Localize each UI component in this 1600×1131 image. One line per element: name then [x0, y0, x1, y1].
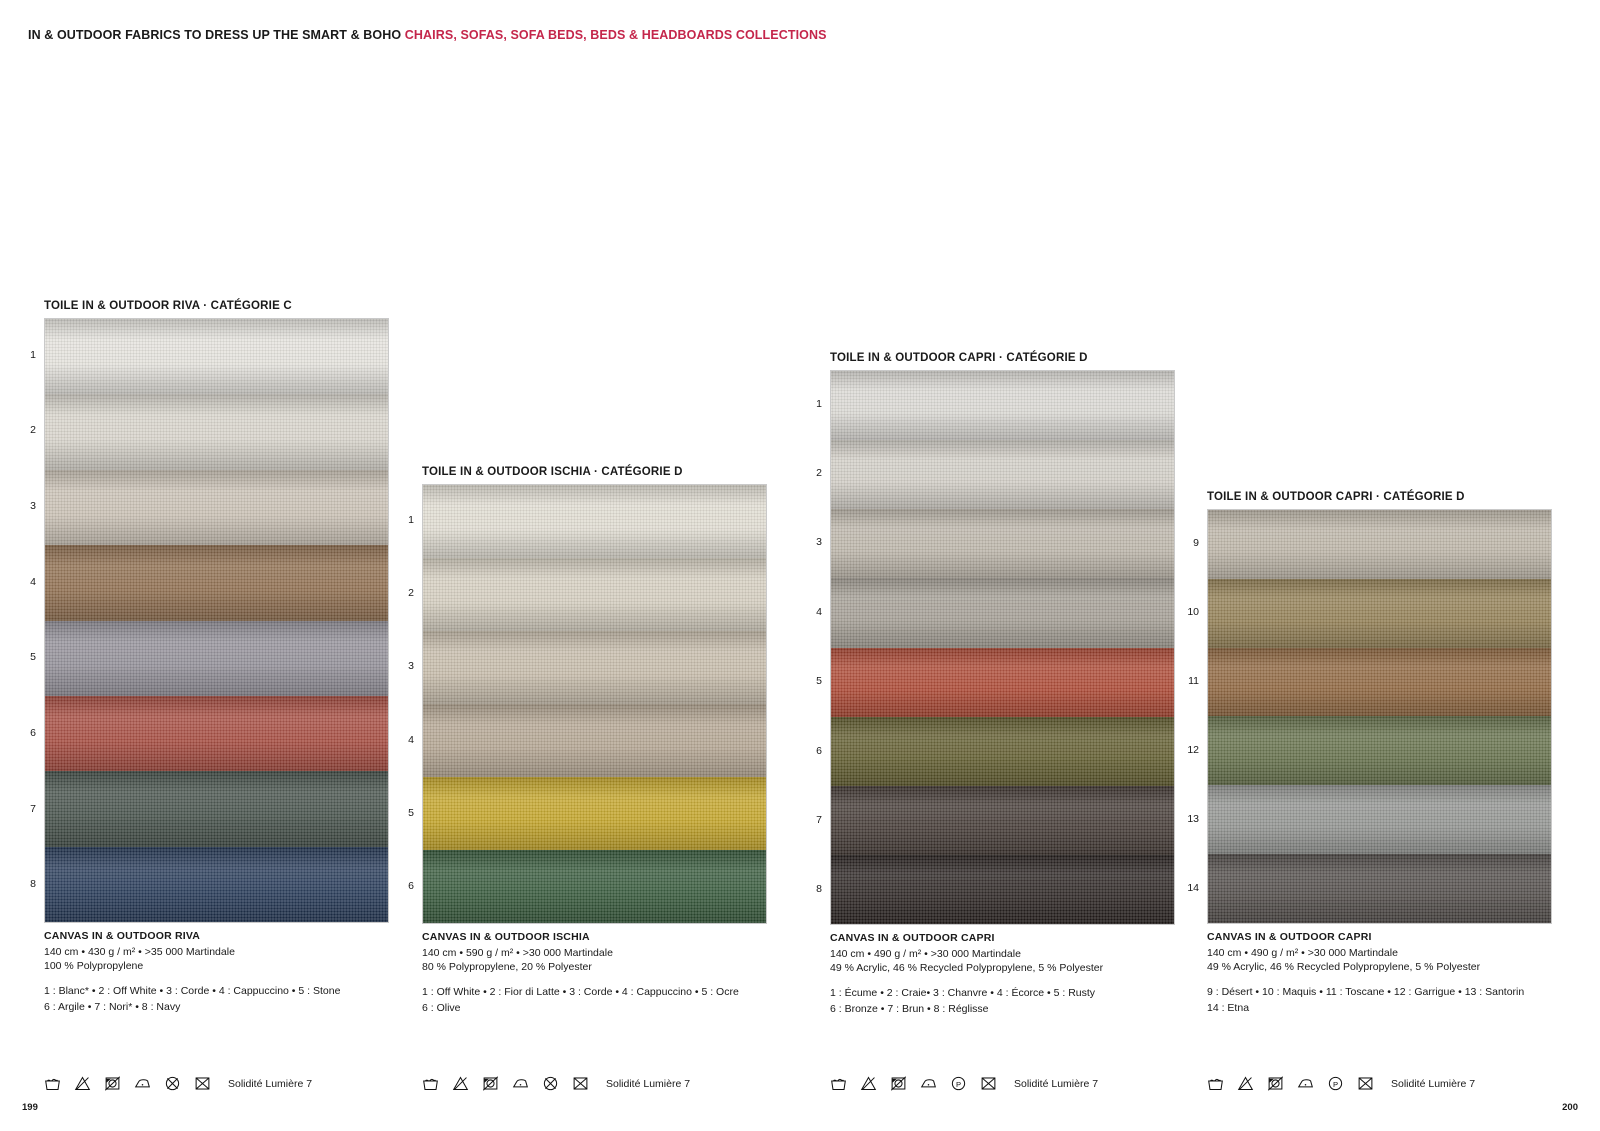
fabric-specs [422, 931, 767, 1016]
swatch-stack [830, 370, 1175, 925]
no-tumble-dry-icon [104, 1075, 121, 1092]
swatch-shading [45, 771, 388, 846]
swatch-shading [45, 545, 388, 620]
professional-clean-icon [572, 1075, 589, 1092]
swatch-number: 7 [816, 813, 822, 826]
swatch-band [45, 771, 388, 846]
swatch-shading [45, 621, 388, 696]
care-label: Solidité Lumière 7 [1014, 1077, 1099, 1090]
svg-text:P: P [955, 1079, 962, 1089]
care-instructions [830, 1075, 1098, 1092]
swatch-band [831, 786, 1174, 855]
fabric-panel-capri-b [1187, 491, 1552, 1090]
fabric-name: CANVAS IN & OUTDOOR CAPRI [1207, 931, 1372, 943]
panel-title: TOILE IN & OUTDOOR RIVA · CATÉGORIE C [44, 300, 292, 312]
swatch-number: 1 [30, 348, 36, 361]
swatch-number: 8 [30, 878, 36, 891]
swatch-image-riva [30, 318, 389, 923]
swatch-number: 4 [816, 605, 822, 618]
fabric-colors-line-1: 1 : Écume • 2 : Craie• 3 : Chanvre • 4 : Écorce • 5 : Rusty [830, 987, 1096, 1000]
no-tumble-dry-icon [1267, 1075, 1284, 1092]
fabric-colors-line-1: 1 : Off White • 2 : Fior di Latte • 3 : Corde • 4 : Cappuccino • 5 : Ocre [422, 986, 739, 999]
swatch-shading [831, 717, 1174, 786]
care-instructions [422, 1075, 690, 1092]
swatch-band [45, 319, 388, 394]
swatch-shading [831, 440, 1174, 509]
fabric-colors-line-1: 9 : Désert • 10 : Maquis • 11 : Toscane • 12 : Garrigue • 13 : Santorin [1207, 986, 1525, 999]
care-label: Solidité Lumière 7 [228, 1077, 313, 1090]
swatch-image-capri-a [816, 370, 1175, 925]
swatch-shading [45, 319, 388, 394]
hand-wash-icon [830, 1075, 847, 1092]
swatch-number: 5 [816, 675, 822, 688]
swatch-number: 6 [30, 726, 36, 739]
swatch-number: 6 [408, 880, 414, 893]
swatch-band [1208, 854, 1551, 923]
swatch-band [45, 847, 388, 922]
fabric-spec-dimensions: 140 cm • 430 g / m² • >35 000 Martindale [44, 946, 235, 958]
swatch-number: 4 [30, 575, 36, 588]
swatch-shading [423, 850, 766, 923]
swatch-band [45, 470, 388, 545]
swatch-number: 13 [1187, 813, 1199, 826]
fabric-name: CANVAS IN & OUTDOOR CAPRI [830, 932, 995, 944]
swatch-band [45, 545, 388, 620]
swatch-shading [45, 696, 388, 771]
swatch-number: 3 [408, 660, 414, 673]
swatch-band [831, 440, 1174, 509]
swatch-band [423, 704, 766, 777]
fabric-panel-ischia [408, 466, 767, 1090]
swatch-band [45, 394, 388, 469]
panel-title: TOILE IN & OUTDOOR CAPRI · CATÉGORIE D [830, 352, 1088, 364]
swatch-band [831, 855, 1174, 924]
header-text-plain: IN & OUTDOOR FABRICS TO DRESS UP THE SMART & BOHO [28, 28, 405, 42]
swatch-shading [831, 578, 1174, 647]
swatch-shading [1208, 648, 1551, 717]
professional-clean-icon [980, 1075, 997, 1092]
swatch-band [1208, 785, 1551, 854]
swatch-shading [423, 485, 766, 558]
care-label: Solidité Lumière 7 [606, 1077, 691, 1090]
no-bleach-icon [1237, 1075, 1254, 1092]
fabric-colors-line-2: 6 : Bronze • 7 : Brun • 8 : Réglisse [830, 1002, 989, 1015]
swatch-shading [1208, 579, 1551, 648]
swatch-shading [423, 704, 766, 777]
swatch-shading [1208, 716, 1551, 785]
swatch-number: 5 [30, 651, 36, 664]
swatch-band [45, 621, 388, 696]
page-number-right: 200 [1562, 1102, 1578, 1113]
care-instructions [1207, 1075, 1475, 1092]
dry-clean-p-icon [1327, 1075, 1344, 1092]
swatch-band [423, 631, 766, 704]
fabric-spec-composition: 80 % Polypropylene, 20 % Polyester [422, 961, 592, 974]
swatch-band [831, 648, 1174, 717]
swatch-number: 12 [1187, 744, 1199, 757]
fabric-spec-dimensions: 140 cm • 590 g / m² • >30 000 Martindale [422, 947, 613, 959]
swatch-shading [831, 371, 1174, 440]
swatch-shading [45, 847, 388, 922]
swatch-image-ischia [408, 484, 767, 924]
swatch-number: 7 [30, 802, 36, 815]
swatch-shading [45, 394, 388, 469]
swatch-shading [831, 786, 1174, 855]
fabric-spec-composition: 100 % Polypropylene [44, 960, 144, 973]
swatch-band [1208, 716, 1551, 785]
swatch-shading [1208, 854, 1551, 923]
header-text-highlight: CHAIRS, SOFAS, SOFA BEDS, BEDS & HEADBOARDS COLLECTIONS [404, 28, 827, 42]
iron-low-icon [134, 1075, 151, 1092]
swatch-shading [423, 558, 766, 631]
swatch-number: 1 [408, 513, 414, 526]
fabric-colors-line-2: 6 : Olive [422, 1001, 461, 1014]
swatch-number: 2 [30, 424, 36, 437]
swatch-band [45, 696, 388, 771]
swatch-shading [831, 648, 1174, 717]
swatch-band [831, 578, 1174, 647]
care-instructions [44, 1075, 312, 1092]
fabric-spec-dimensions: 140 cm • 490 g / m² • >30 000 Martindale [1207, 947, 1398, 959]
fabric-panel-riva [30, 300, 389, 1090]
swatch-band [423, 850, 766, 923]
svg-text:P: P [1332, 1079, 1339, 1089]
swatch-number: 3 [30, 500, 36, 513]
swatch-band [1208, 510, 1551, 579]
swatch-number: 5 [408, 807, 414, 819]
professional-clean-icon [1357, 1075, 1374, 1092]
swatch-band [831, 371, 1174, 440]
swatch-band [423, 558, 766, 631]
swatch-number: 3 [816, 536, 822, 549]
swatch-number: 2 [408, 587, 414, 599]
fabric-spec-composition: 49 % Acrylic, 46 % Recycled Polypropylene, 5 % Polyester [1207, 961, 1481, 974]
no-dry-clean-icon [164, 1075, 181, 1092]
swatch-number: 11 [1188, 674, 1199, 687]
swatch-number: 6 [816, 744, 822, 757]
page-number-left: 199 [22, 1102, 38, 1113]
swatch-band [831, 509, 1174, 578]
panel-title: TOILE IN & OUTDOOR ISCHIA · CATÉGORIE D [422, 466, 683, 478]
hand-wash-icon [422, 1075, 439, 1092]
iron-low-icon [512, 1075, 529, 1092]
no-tumble-dry-icon [890, 1075, 907, 1092]
no-tumble-dry-icon [482, 1075, 499, 1092]
swatch-shading [1208, 510, 1551, 579]
page-header [28, 28, 827, 42]
no-bleach-icon [74, 1075, 91, 1092]
swatch-band [1208, 648, 1551, 717]
swatch-number: 14 [1187, 882, 1199, 895]
no-bleach-icon [452, 1075, 469, 1092]
swatch-shading [831, 509, 1174, 578]
iron-low-icon [1297, 1075, 1314, 1092]
swatch-image-capri-b [1187, 509, 1552, 924]
swatch-band [831, 717, 1174, 786]
fabric-panel-capri-a [816, 352, 1175, 1090]
fabric-spec-composition: 49 % Acrylic, 46 % Recycled Polypropylene, 5 % Polyester [830, 962, 1104, 975]
fabric-colors-line-1: 1 : Blanc* • 2 : Off White • 3 : Corde • 4 : Cappuccino • 5 : Stone [44, 985, 341, 998]
swatch-band [423, 777, 766, 850]
swatch-shading [1208, 785, 1551, 854]
swatch-number: 2 [816, 467, 822, 480]
fabric-specs [1207, 931, 1552, 1016]
fabric-name: CANVAS IN & OUTDOOR ISCHIA [422, 931, 590, 943]
dry-clean-p-icon [950, 1075, 967, 1092]
swatch-number: 8 [816, 883, 822, 896]
swatch-shading [423, 777, 766, 850]
professional-clean-icon [194, 1075, 211, 1092]
iron-low-icon [920, 1075, 937, 1092]
fabric-colors-line-2: 14 : Etna [1207, 1001, 1250, 1014]
no-dry-clean-icon [542, 1075, 559, 1092]
fabric-specs [830, 932, 1175, 1017]
swatch-number: 10 [1187, 605, 1199, 618]
swatch-stack [44, 318, 389, 923]
fabric-specs [44, 930, 389, 1015]
no-bleach-icon [860, 1075, 877, 1092]
fabric-colors-line-2: 6 : Argile • 7 : Nori* • 8 : Navy [44, 1000, 181, 1013]
fabric-name: CANVAS IN & OUTDOOR RIVA [44, 930, 201, 942]
swatch-shading [423, 631, 766, 704]
swatch-number: 1 [816, 397, 822, 410]
swatch-number: 4 [408, 733, 414, 746]
swatch-band [1208, 579, 1551, 648]
panel-title: TOILE IN & OUTDOOR CAPRI · CATÉGORIE D [1207, 491, 1465, 503]
swatch-shading [45, 470, 388, 545]
care-label: Solidité Lumière 7 [1391, 1077, 1476, 1090]
swatch-number: 9 [1193, 536, 1199, 549]
swatch-stack [422, 484, 767, 924]
swatch-stack [1207, 509, 1552, 924]
hand-wash-icon [44, 1075, 61, 1092]
swatch-band [423, 485, 766, 558]
swatch-shading [831, 855, 1174, 924]
hand-wash-icon [1207, 1075, 1224, 1092]
fabric-spec-dimensions: 140 cm • 490 g / m² • >30 000 Martindale [830, 948, 1021, 960]
